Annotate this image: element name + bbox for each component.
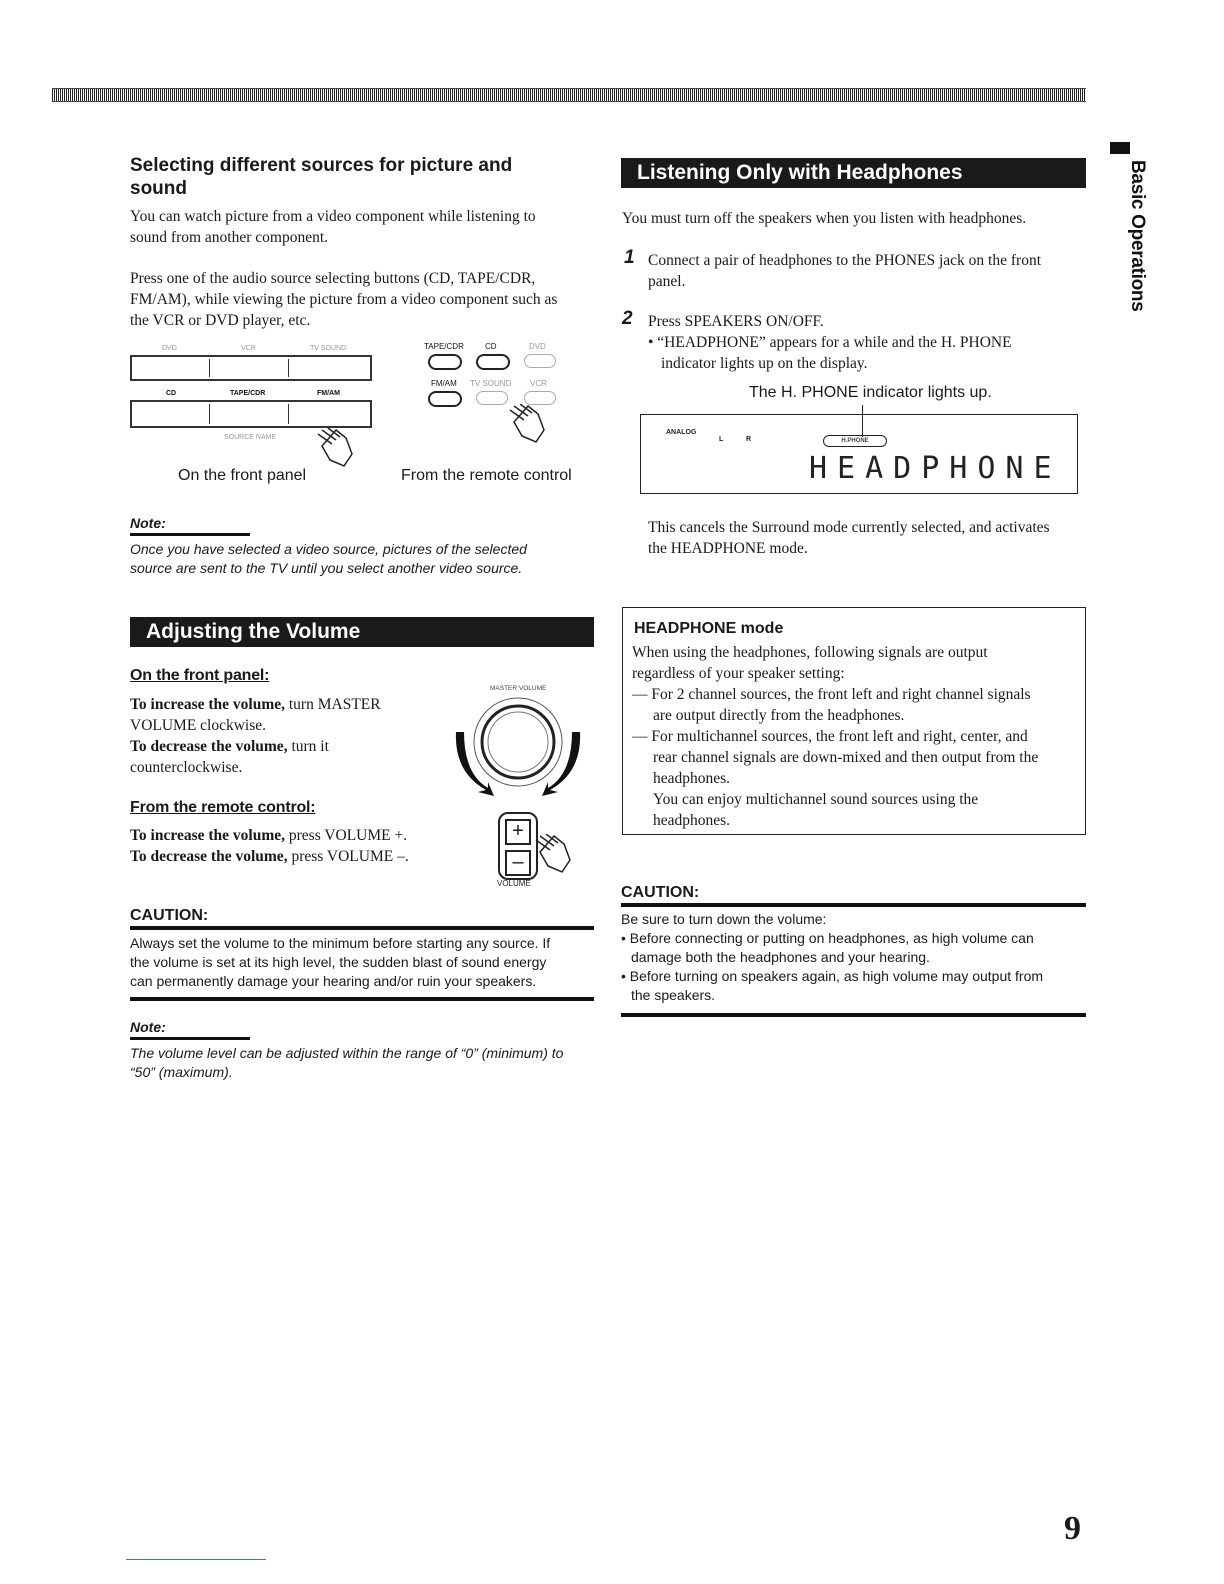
remote-vcr-button[interactable] (524, 391, 556, 405)
front-panel-illustration: DVD VCR TV SOUND CD TAPE/CDR FM/AM SOURCE NAME (128, 342, 378, 462)
left-channel-indicator: L (719, 436, 724, 443)
pointing-hand-icon (504, 404, 562, 448)
selecting-title: Selecting different sources for picture and sound (130, 155, 513, 199)
front-panel-row-1 (130, 355, 372, 381)
master-volume-knob[interactable] (450, 692, 590, 802)
volume-label: VOLUME (497, 879, 531, 888)
display-callout: The H. PHONE indicator lights up. (749, 384, 992, 401)
volume-note-text: The volume level can be adjusted within the range of “0” (minimum) to “50” (maximum). (130, 1045, 564, 1080)
headphones-caution-title: CAUTION: (621, 884, 1086, 907)
display-text: HEADPHONE (809, 451, 1062, 486)
step-1-text: Connect a pair of headphones to the PHONES jack on the front panel. (648, 252, 1042, 290)
headphone-mode-text: When using the headphones, following signals are output regardless of your speaker setting: — For 2 channel sources, the front left and right channel signals are output directly from the headphones. — For multichannel sources, the front left and right, center, and rear channel signals are down-mixed and then output from the headphones. You can enjoy multichannel sound sources using the headphones. (632, 644, 1039, 829)
remote-fm-am-button[interactable] (428, 391, 462, 407)
step-2-number: 2 (622, 308, 633, 329)
page-number: 9 (1064, 1510, 1081, 1547)
section-tab-label: Basic Operations (1127, 160, 1148, 312)
front-panel-row-2 (130, 400, 372, 428)
headphone-mode-box (622, 607, 1086, 835)
remote-control-heading: From the remote control: (130, 799, 316, 816)
remote-dvd-button[interactable] (524, 354, 556, 368)
remote-tape-cdr-button[interactable] (428, 354, 462, 370)
selecting-note-title: Note: (130, 515, 250, 536)
headphone-mode-title: HEADPHONE mode (634, 620, 784, 637)
volume-remote-instructions: To increase the volume, press VOLUME +. To decrease the volume, press VOLUME –. (130, 827, 409, 865)
front-panel-caption: On the front panel (178, 467, 307, 484)
remote-cd-button[interactable] (476, 354, 510, 370)
header-rule (52, 88, 1086, 102)
hphone-indicator: H.PHONE (823, 435, 887, 447)
remote-tv-sound-button[interactable] (476, 391, 508, 405)
selecting-paragraph-2: Press one of the audio source selecting buttons (CD, TAPE/CDR, FM/AM), while viewing the picture from a video component such as the VCR or DVD player, etc. (130, 270, 558, 329)
step-2-text: Press SPEAKERS ON/OFF. • “HEADPHONE” appears for a while and the H. PHONE indicator lights up on the display. (648, 313, 1012, 372)
cd-button[interactable] (134, 404, 210, 424)
remote-caption: From the remote control (401, 467, 572, 484)
volume-minus-button[interactable]: – (505, 850, 531, 876)
volume-note-title: Note: (130, 1019, 250, 1040)
volume-front-instructions: To increase the volume, turn MASTER VOLUME clockwise. To decrease the volume, turn it counterclockwise. (130, 696, 381, 776)
tv-sound-button[interactable] (293, 359, 368, 377)
headphones-banner: Listening Only with Headphones (621, 158, 1086, 188)
step-1-number: 1 (624, 247, 635, 268)
pointing-hand-icon (532, 834, 582, 878)
selecting-paragraph-1: You can watch picture from a video component while listening to sound from another component. (130, 208, 536, 246)
selecting-note-text: Once you have selected a video source, pictures of the selected source are sent to the TV until you select another video source. (130, 541, 527, 576)
vcr-button[interactable] (214, 359, 290, 377)
tape-cdr-button[interactable] (214, 404, 290, 424)
remote-illustration: TAPE/CDR CD DVD FM/AM TV SOUND VCR (420, 340, 570, 460)
fm-am-button[interactable] (293, 404, 368, 424)
volume-caution-title: CAUTION: (130, 907, 594, 930)
front-panel-heading: On the front panel: (130, 667, 270, 684)
master-volume-label: MASTER VOLUME (490, 685, 547, 692)
pointing-hand-icon (312, 428, 370, 472)
analog-indicator: ANALOG (666, 429, 697, 436)
volume-plus-button[interactable]: + (505, 819, 531, 845)
cancels-paragraph: This cancels the Surround mode currently selected, and activates the HEADPHONE mode. (648, 519, 1050, 557)
right-channel-indicator: R (746, 436, 752, 443)
volume-caution-text: Always set the volume to the minimum before starting any source. If the volume is set at its high level, the sudden blast of sound energy can permanently damage your hearing and/or ruin your speakers. (130, 934, 594, 1001)
headphones-caution-text: Be sure to turn down the volume: • Before connecting or putting on headphones, as high volume can damage both the headphones and your hearing. • Before turning on speakers again, as high volume may output from the speakers. (621, 910, 1086, 1017)
front-display-panel (640, 414, 1078, 494)
dvd-button[interactable] (134, 359, 210, 377)
bottom-rule (126, 1559, 266, 1560)
section-tab-marker (1110, 142, 1130, 154)
volume-banner: Adjusting the Volume (130, 617, 594, 647)
headphones-intro: You must turn off the speakers when you listen with headphones. (622, 210, 1027, 227)
